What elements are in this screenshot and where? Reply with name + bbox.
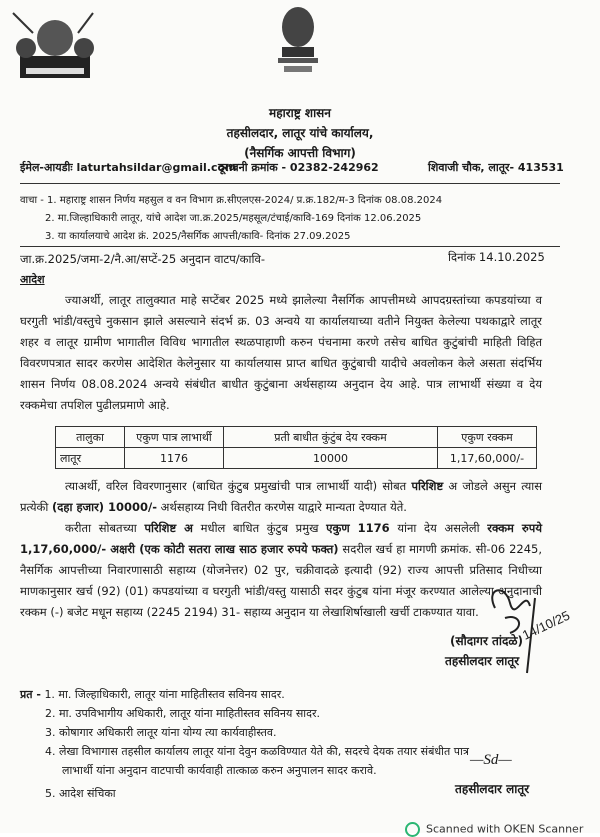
order-heading: आदेश — [20, 273, 45, 286]
gov-title: महाराष्ट्र शासन — [269, 106, 331, 120]
copies-label: प्रत - — [20, 688, 41, 701]
email-label: ईमेल-आयडीः — [20, 161, 73, 174]
reference-1: वाचा - 1. महाराष्ट्र शासन निर्णय महसुल व वन विभाग क्र.सीएलएस-2024/ प्र.क्र.182/म-3 दिनांक 08.08.2024 — [20, 195, 443, 206]
cell-taluka: लातूर — [56, 448, 125, 469]
phone: दूरध्वनी क्रमांक - 02382-242962 — [218, 161, 379, 174]
list-item: 2. मा. उपविभागीय अधिकारी, लातूर यांना माहितीस्तव सविनय सादर. — [45, 707, 320, 720]
paragraph-1: ज्याअर्थी, लातूर तालुक्यात माहे सप्टेंबर 2025 मध्ये झालेल्या नैसर्गिक आपत्तीमध्ये आपदग्रस्तांच्या कपडयांच्या व घरगुती भांडी/वस्तुचे नुकसान झाले असल्याने संदर्भ क्र. 03 अन्वये या कार्यालयाच्या वतीने नियुक्त केलेल्या पथकाद्वारे लातूर शहर व लातूर ग्रामीण भागातील विविध भागातील स्थळपाहाणी करुन पंचनामा करणे तसेच बाधित कुटुंबांची माहिती विहित विवरणपत्रात सादर करणेस आदेशित केलेनुसार या कार्यालयास प्राप्त बाधित कुटुंबाची यादीचे अवलोकन केले असता संदर्भिय शासन निर्णय 08.08.2024 अन्वये संबंधीत बाधीत कुटुंबाना अर्थसहाय्य अनुदान देय आहे. पात्र लाभार्थी संख्या व देय रक्कमेचा तपशिल पुढीलप्रमाणे आहे. — [20, 293, 542, 412]
reference-number: जा.क्र.2025/जमा-2/नै.आ/सप्टें-25 अनुदान वाटप/कावि- — [20, 252, 265, 266]
paragraph-2: त्याअर्थी, वरिल विवरणानुसार (बाधित कुंटुब प्रमुखांची पात्र लाभार्थी यादी) सोबत परिशिष्ट अ जोडले असुन त्यास प्रत्येकी (दहा हजार) 10000/- अर्थसहाय्य निधी वितरीत करणेस याद्वारे मान्यता देण्यात येते. — [20, 479, 542, 514]
column-header: एकुण पात्र लाभार्थी — [125, 427, 224, 448]
email-value: laturtahsildar@gmail.com — [76, 161, 237, 174]
column-header: एकुण रक्कम — [438, 427, 537, 448]
list-item: 5. आदेश संचिका — [45, 787, 116, 800]
state-emblem-icon — [268, 2, 328, 84]
list-item: लाभार्थी यांना अनुदान वाटपाची कार्यवाही तात्काळ करुन अनुपालन सादर करावे. — [62, 764, 377, 777]
svg-text:14/10/25: 14/10/25 — [519, 607, 573, 643]
copies-list — [20, 685, 469, 803]
divider — [20, 246, 560, 247]
scanner-logo-icon — [405, 822, 420, 837]
beneficiary-table — [55, 426, 537, 469]
column-header: प्रती बाधीत कुंटुंब देय रक्कम — [224, 427, 438, 448]
list-item: 4. लेखा विभागास तहसील कार्यालय लातूर यांना देवुन कळविण्यात येते की, सदरचे देयक तयार संबंधीत पात्र — [45, 745, 469, 758]
office-title: तहसीलदार, लातूर यांचे कार्यालय, — [226, 126, 374, 140]
sd-mark: —Sd— — [470, 752, 512, 768]
cell-per-family: 10000 — [224, 448, 438, 469]
column-header: तालुका — [56, 427, 125, 448]
cell-beneficiaries: 1176 — [125, 448, 224, 469]
dept-title: (नैसर्गिक आपत्ती विभाग) — [244, 146, 356, 160]
order-date: दिनांक 14.10.2025 — [448, 250, 545, 264]
list-item: 3. कोषागार अधिकारी लातूर यांना योग्य त्या कार्यवाहीस्तव. — [45, 726, 277, 739]
reference-3: 3. या कार्यालयाचे आदेश क्रं. 2025/नैसर्गिक आपत्ती/कावि- दिनांक 27.09.2025 — [45, 231, 351, 242]
signatory-title: तहसीलदार लातूर — [445, 654, 520, 668]
table-header-row — [56, 427, 537, 448]
address: शिवाजी चौक, लातूर- 413531 — [428, 161, 564, 174]
signatory-name: (सौदागर तांदळे) — [450, 634, 523, 648]
email-row — [20, 160, 237, 175]
district-logo-icon — [8, 8, 98, 88]
list-item: 1. मा. जिल्हाधिकारी, लातूर यांना माहितीस्तव सविनय सादर. — [44, 688, 285, 701]
table-row — [56, 448, 537, 469]
paragraph-3: करीता सोबतच्या परिशिष्ट अ मधील बाधित कुंटुब प्रमुख एकुण 1176 यांना देय असलेली रक्कम रुपये 1,17,60,000/- अक्षरी (एक कोटी सतरा लाख साठ हजार रुपये फक्त) सदरील खर्च हा मागणी क्रमांक. सी-06 2245, नैसर्गिक आपत्तीच्या निवारणासाठी सहाय्य (योजनेत्तर) 02 पुर, चक्रीवादळे इत्यादी (92) राज्य आपत्ती प्रतिसाद निधीच्या माणकानुसार खर्च (92) (01) कपडयांच्या व घरगुती भांडी/वस्तु यासाठी सदर कुंटुब यांना मंजूर करण्यात आलेल्या अनुदानाची रक्कम (-) बजेट मधून सहाय्य (2245 2194) 31- सहाय्य अनुदान या लेखाशिर्षाखाली खर्ची टाकण्यात यावा. — [20, 521, 542, 619]
reference-2: 2. मा.जिल्हाधिकारी लातूर, यांचे आदेश जा.क्र.2025/महसूल/टंचाई/कावि-169 दिनांक 12.06.2025 — [45, 213, 422, 224]
divider — [20, 183, 560, 184]
sd-title: तहसीलदार लातूर — [455, 782, 530, 796]
scanner-watermark: Scanned with OKEN Scanner — [405, 822, 583, 837]
cell-total: 1,17,60,000/- — [438, 448, 537, 469]
